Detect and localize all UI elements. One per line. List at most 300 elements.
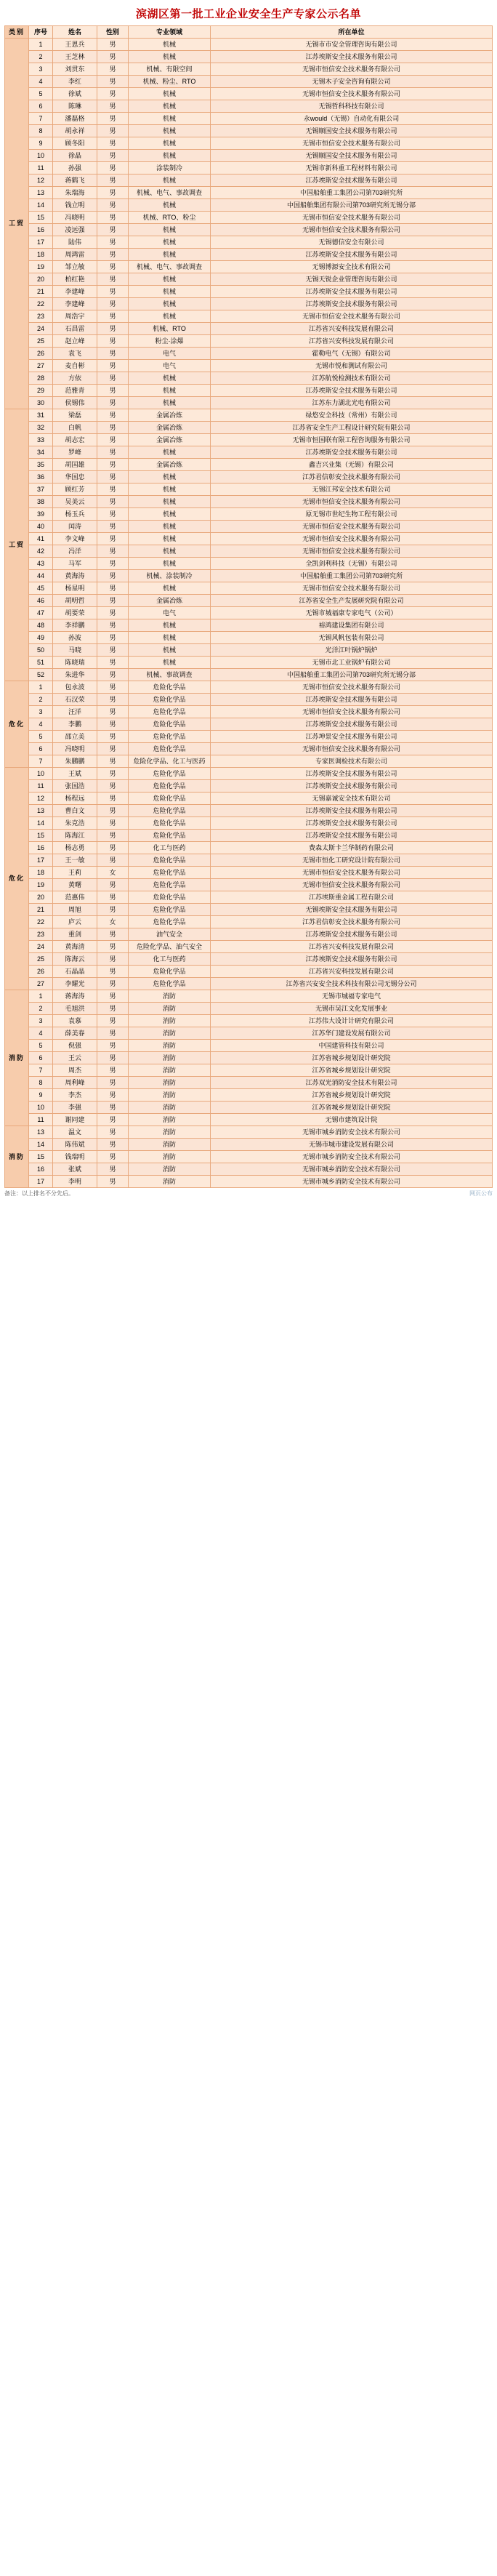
index-cell: 1 (29, 681, 53, 694)
unit-cell: 江苏双光消防安全技术有限公司 (211, 1077, 493, 1089)
table-row (5, 879, 493, 891)
field-cell: 危险化学品 (129, 817, 211, 830)
field-cell: 机械 (129, 483, 211, 496)
name-cell: 徐斌 (53, 88, 97, 100)
field-cell: 机械 (129, 446, 211, 459)
unit-cell: 无锡市城市建设发展有限公司 (211, 1139, 493, 1151)
field-cell: 机械 (129, 100, 211, 113)
index-cell: 1 (29, 39, 53, 51)
table-row (5, 966, 493, 978)
index-cell: 28 (29, 372, 53, 385)
unit-cell: 无锡市城乡消防安全技术有限公司 (211, 1176, 493, 1188)
unit-cell: 江苏埃斯安全技术服务有限公司 (211, 817, 493, 830)
gender-cell: 男 (97, 817, 129, 830)
index-cell: 15 (29, 830, 53, 842)
field-cell: 消防 (129, 1176, 211, 1188)
table-row (5, 619, 493, 632)
expert-list-table (4, 25, 493, 1188)
name-cell: 杨程远 (53, 793, 97, 805)
table-row (5, 249, 493, 261)
index-cell: 19 (29, 879, 53, 891)
name-cell: 蒋鹤飞 (53, 174, 97, 187)
unit-cell: 无锡市恒信安全技术服务有限公司 (211, 137, 493, 150)
table-row (5, 817, 493, 830)
table-row (5, 657, 493, 669)
unit-cell: 无锡埃斯安全技术服务有限公司 (211, 904, 493, 916)
gender-cell: 男 (97, 286, 129, 298)
name-cell: 黄海清 (53, 941, 97, 953)
field-cell: 金属冶炼 (129, 422, 211, 434)
index-cell: 4 (29, 718, 53, 731)
name-cell: 石汉荣 (53, 694, 97, 706)
name-cell: 钱瑞明 (53, 1151, 97, 1163)
field-cell: 机械 (129, 397, 211, 409)
field-cell: 机械 (129, 51, 211, 63)
name-cell: 陈海云 (53, 953, 97, 966)
field-cell: 危险化学品 (129, 830, 211, 842)
index-cell: 43 (29, 558, 53, 570)
field-cell: 机械、RTO (129, 323, 211, 335)
table-row (5, 137, 493, 150)
table-row (5, 434, 493, 446)
gender-cell: 男 (97, 51, 129, 63)
name-cell: 华国忠 (53, 471, 97, 483)
name-cell: 陈琳 (53, 100, 97, 113)
field-cell: 危险化学品、油气安全 (129, 941, 211, 953)
index-cell: 22 (29, 916, 53, 928)
unit-cell: 无锡顺国安全技术服务有限公司 (211, 150, 493, 162)
name-cell: 王斌 (53, 768, 97, 780)
name-cell: 白帆 (53, 422, 97, 434)
field-cell: 机械 (129, 385, 211, 397)
field-cell: 机械 (129, 286, 211, 298)
index-cell: 18 (29, 867, 53, 879)
unit-cell: 无锡市悦和测试有限公司 (211, 360, 493, 372)
gender-cell: 男 (97, 941, 129, 953)
field-cell: 机械、粉尘、RTO (129, 76, 211, 88)
category-cell: 消防 (5, 1126, 29, 1188)
table-row (5, 483, 493, 496)
name-cell: 顾冬阳 (53, 137, 97, 150)
table-row (5, 533, 493, 545)
index-cell: 14 (29, 817, 53, 830)
unit-cell: 江苏省兴安安全技术科技有限公司无锡分公司 (211, 978, 493, 990)
index-cell: 16 (29, 1163, 53, 1176)
unit-cell: 无锡风帆包装有限公司 (211, 632, 493, 644)
gender-cell: 男 (97, 261, 129, 273)
gender-cell: 男 (97, 904, 129, 916)
index-cell: 8 (29, 1077, 53, 1089)
unit-cell: 江苏航悦检测技术有限公司 (211, 372, 493, 385)
field-cell: 危险化学品 (129, 681, 211, 694)
category-cell: 危化 (5, 681, 29, 768)
name-cell: 袁慕 (53, 1015, 97, 1027)
unit-cell: 无锡市恒信安全技术服务有限公司 (211, 706, 493, 718)
name-cell: 徐晶 (53, 150, 97, 162)
field-cell: 消防 (129, 1027, 211, 1040)
field-cell: 机械 (129, 533, 211, 545)
field-cell: 危险化学品 (129, 805, 211, 817)
unit-cell: 霍勒电气（无锡）有限公司 (211, 348, 493, 360)
index-cell: 48 (29, 619, 53, 632)
table-row (5, 372, 493, 385)
name-cell: 马军 (53, 558, 97, 570)
field-cell: 电气 (129, 348, 211, 360)
unit-cell: 无锡市恒信安全技术服务有限公司 (211, 582, 493, 595)
gender-cell: 男 (97, 990, 129, 1003)
index-cell: 16 (29, 842, 53, 854)
unit-cell: 绿悠安全科技（常州）有限公司 (211, 409, 493, 422)
table-row (5, 162, 493, 174)
index-cell: 10 (29, 768, 53, 780)
field-cell: 机械 (129, 125, 211, 137)
unit-cell: 无锡市恒信安全技术服务有限公司 (211, 545, 493, 558)
name-cell: 钱立明 (53, 199, 97, 212)
index-cell: 33 (29, 434, 53, 446)
field-cell: 机械 (129, 113, 211, 125)
field-cell: 危险化学品 (129, 768, 211, 780)
unit-cell: 江苏省城乡规划设计研究院 (211, 1089, 493, 1102)
gender-cell: 男 (97, 1089, 129, 1102)
table-row (5, 323, 493, 335)
index-cell: 18 (29, 249, 53, 261)
field-cell: 危险化学品 (129, 879, 211, 891)
gender-cell: 男 (97, 1064, 129, 1077)
gender-cell: 男 (97, 545, 129, 558)
table-row (5, 100, 493, 113)
unit-cell: 无锡哲科科技有限公司 (211, 100, 493, 113)
unit-cell: 江苏埃斯安全技术服务有限公司 (211, 249, 493, 261)
unit-cell: 江苏埃斯安全技术服务有限公司 (211, 780, 493, 793)
gender-cell: 男 (97, 162, 129, 174)
table-row (5, 496, 493, 508)
index-cell: 52 (29, 669, 53, 681)
unit-cell: 中国船舶集团有限公司第703研究所无锡分部 (211, 199, 493, 212)
name-cell: 李文峰 (53, 533, 97, 545)
name-cell: 范惠伟 (53, 891, 97, 904)
field-cell: 涂装制冷 (129, 162, 211, 174)
field-cell: 机械 (129, 39, 211, 51)
table-row (5, 212, 493, 224)
gender-cell: 男 (97, 595, 129, 607)
index-cell: 14 (29, 199, 53, 212)
field-cell: 危险化学品 (129, 743, 211, 755)
name-cell: 王云 (53, 1052, 97, 1064)
field-cell: 危险化学品 (129, 891, 211, 904)
field-cell: 消防 (129, 1015, 211, 1027)
gender-cell: 男 (97, 298, 129, 310)
field-cell: 消防 (129, 1064, 211, 1077)
table-row (5, 397, 493, 409)
index-cell: 15 (29, 1151, 53, 1163)
table-row (5, 88, 493, 100)
gender-cell: 男 (97, 1139, 129, 1151)
table-row (5, 1163, 493, 1176)
field-cell: 机械 (129, 521, 211, 533)
table-row (5, 1015, 493, 1027)
table-row (5, 261, 493, 273)
field-cell: 危险化学品 (129, 780, 211, 793)
name-cell: 陈海江 (53, 830, 97, 842)
name-cell: 李建峰 (53, 298, 97, 310)
gender-cell: 男 (97, 1163, 129, 1176)
gender-cell: 男 (97, 978, 129, 990)
field-cell: 粉尘·涂爆 (129, 335, 211, 348)
table-row (5, 694, 493, 706)
table-row (5, 125, 493, 137)
gender-cell: 男 (97, 174, 129, 187)
name-cell: 柏红艳 (53, 273, 97, 286)
index-cell: 34 (29, 446, 53, 459)
gender-cell: 男 (97, 125, 129, 137)
unit-cell: 江苏埃斯安全技术服务有限公司 (211, 830, 493, 842)
name-cell: 蒋海涛 (53, 990, 97, 1003)
name-cell: 孙强 (53, 162, 97, 174)
gender-cell: 男 (97, 360, 129, 372)
gender-cell: 男 (97, 533, 129, 545)
gender-cell: 男 (97, 718, 129, 731)
gender-cell: 男 (97, 88, 129, 100)
category-cell: 危化 (5, 768, 29, 990)
index-cell: 10 (29, 1102, 53, 1114)
field-cell: 机械 (129, 632, 211, 644)
table-row (5, 1077, 493, 1089)
gender-cell: 男 (97, 508, 129, 521)
index-cell: 21 (29, 286, 53, 298)
table-row (5, 669, 493, 681)
gender-cell: 男 (97, 1052, 129, 1064)
name-cell: 梁磊 (53, 409, 97, 422)
unit-cell: 中国船舶重工集团公司第703研究所无锡分部 (211, 669, 493, 681)
unit-cell: 无锡博源安全技术有限公司 (211, 261, 493, 273)
name-cell: 曹白文 (53, 805, 97, 817)
gender-cell: 男 (97, 891, 129, 904)
unit-cell: 无锡德信安全有限公司 (211, 236, 493, 249)
gender-cell: 男 (97, 1027, 129, 1040)
index-cell: 27 (29, 978, 53, 990)
index-cell: 4 (29, 76, 53, 88)
field-cell: 危险化学品 (129, 867, 211, 879)
gender-cell: 女 (97, 916, 129, 928)
index-cell: 24 (29, 941, 53, 953)
name-cell: 周旭 (53, 904, 97, 916)
gender-cell: 男 (97, 706, 129, 718)
field-cell: 机械 (129, 137, 211, 150)
name-cell: 潘磊格 (53, 113, 97, 125)
table-row (5, 780, 493, 793)
name-cell: 周杰 (53, 1064, 97, 1077)
table-row (5, 731, 493, 743)
unit-cell: 江苏埃斯安全技术服务有限公司 (211, 298, 493, 310)
table-row (5, 1052, 493, 1064)
field-cell: 消防 (129, 1089, 211, 1102)
field-cell: 危险化学品 (129, 694, 211, 706)
unit-cell: 全凯剑利科技（无锡）有限公司 (211, 558, 493, 570)
field-cell: 消防 (129, 1040, 211, 1052)
name-cell: 罗峰 (53, 446, 97, 459)
table-row (5, 582, 493, 595)
unit-cell: 无锡顺国安全技术服务有限公司 (211, 125, 493, 137)
table-row (5, 409, 493, 422)
unit-cell: 中国船舶重工集团公司第703研究所 (211, 570, 493, 582)
gender-cell: 男 (97, 310, 129, 323)
index-cell: 12 (29, 174, 53, 187)
unit-cell: 无锡市城福康专家电气（公司） (211, 607, 493, 619)
unit-cell: 江苏省兴安科技发展有限公司 (211, 323, 493, 335)
gender-cell: 男 (97, 805, 129, 817)
gender-cell: 男 (97, 422, 129, 434)
field-cell: 机械 (129, 273, 211, 286)
field-cell: 危险化学品、化工与医药 (129, 755, 211, 768)
gender-cell: 男 (97, 743, 129, 755)
field-cell: 金属冶炼 (129, 434, 211, 446)
name-cell: 黄海涛 (53, 570, 97, 582)
unit-cell: 江苏省兴安科技发展有限公司 (211, 941, 493, 953)
index-cell: 46 (29, 595, 53, 607)
index-cell: 36 (29, 471, 53, 483)
field-cell: 消防 (129, 1126, 211, 1139)
unit-cell: 江苏埃斯安全技术服务有限公司 (211, 768, 493, 780)
gender-cell: 男 (97, 397, 129, 409)
gender-cell: 男 (97, 1077, 129, 1089)
table-row (5, 224, 493, 236)
index-cell: 2 (29, 694, 53, 706)
category-cell: 工贸 (5, 39, 29, 409)
unit-cell: 无锡市北工业锅炉有限公司 (211, 657, 493, 669)
table-row (5, 632, 493, 644)
gender-cell: 男 (97, 619, 129, 632)
field-cell: 机械 (129, 508, 211, 521)
field-cell: 机械 (129, 545, 211, 558)
table-row (5, 422, 493, 434)
field-cell: 机械 (129, 496, 211, 508)
index-cell: 12 (29, 793, 53, 805)
index-cell: 11 (29, 780, 53, 793)
index-cell: 45 (29, 582, 53, 595)
gender-cell: 男 (97, 632, 129, 644)
field-cell: 机械 (129, 236, 211, 249)
name-cell: 黄曙 (53, 879, 97, 891)
name-cell: 杨星明 (53, 582, 97, 595)
field-cell: 电气 (129, 360, 211, 372)
gender-cell: 男 (97, 607, 129, 619)
table-row (5, 335, 493, 348)
unit-cell: 无锡市恒信安全技术服务有限公司 (211, 63, 493, 76)
name-cell: 薛美春 (53, 1027, 97, 1040)
gender-cell: 男 (97, 966, 129, 978)
name-cell: 周利峰 (53, 1077, 97, 1089)
unit-cell: 江苏省安全生产工程设计研究院有限公司 (211, 422, 493, 434)
name-cell: 李鹏 (53, 718, 97, 731)
table-row (5, 1027, 493, 1040)
table-row (5, 842, 493, 854)
unit-cell: 裕鸿建设集团有限公司 (211, 619, 493, 632)
unit-cell: 无锡市恒信安全技术服务有限公司 (211, 310, 493, 323)
index-cell: 39 (29, 508, 53, 521)
gender-cell: 男 (97, 657, 129, 669)
index-cell: 47 (29, 607, 53, 619)
gender-cell: 男 (97, 1126, 129, 1139)
name-cell: 李祥鹏 (53, 619, 97, 632)
gender-cell: 男 (97, 768, 129, 780)
table-row (5, 978, 493, 990)
gender-cell: 男 (97, 199, 129, 212)
index-cell: 3 (29, 63, 53, 76)
gender-cell: 男 (97, 335, 129, 348)
table-row (5, 471, 493, 483)
unit-cell: 江苏埃斯安全技术服务有限公司 (211, 286, 493, 298)
table-row (5, 743, 493, 755)
field-cell: 危险化学品 (129, 916, 211, 928)
index-cell: 20 (29, 273, 53, 286)
table-row (5, 508, 493, 521)
name-cell: 庐云 (53, 916, 97, 928)
name-cell: 重剑 (53, 928, 97, 941)
table-row (5, 706, 493, 718)
table-row (5, 805, 493, 817)
gender-cell: 男 (97, 1003, 129, 1015)
table-row (5, 1064, 493, 1077)
name-cell: 杨玉兵 (53, 508, 97, 521)
name-cell: 吴美云 (53, 496, 97, 508)
name-cell: 李建峰 (53, 286, 97, 298)
name-cell: 麦自彬 (53, 360, 97, 372)
index-cell: 6 (29, 1052, 53, 1064)
gender-cell: 男 (97, 323, 129, 335)
index-cell: 7 (29, 1064, 53, 1077)
unit-cell: 无锡木子安全咨询有限公司 (211, 76, 493, 88)
gender-cell: 男 (97, 558, 129, 570)
gender-cell: 男 (97, 570, 129, 582)
table-row (5, 113, 493, 125)
field-cell: 消防 (129, 1139, 211, 1151)
unit-cell: 无锡市恒信安全技术服务有限公司 (211, 681, 493, 694)
gender-cell: 女 (97, 867, 129, 879)
table-row (5, 273, 493, 286)
table-row (5, 76, 493, 88)
name-cell: 王一敏 (53, 854, 97, 867)
field-cell: 机械 (129, 657, 211, 669)
index-cell: 49 (29, 632, 53, 644)
footer (4, 1189, 493, 1205)
gender-cell: 男 (97, 1114, 129, 1126)
gender-cell: 男 (97, 446, 129, 459)
gender-cell: 男 (97, 928, 129, 941)
gender-cell: 男 (97, 385, 129, 397)
table-row (5, 755, 493, 768)
table-header (5, 26, 493, 39)
index-cell: 11 (29, 1114, 53, 1126)
name-cell: 孙波 (53, 632, 97, 644)
gender-cell: 男 (97, 63, 129, 76)
table-row (5, 644, 493, 657)
name-cell: 方依 (53, 372, 97, 385)
gender-cell: 男 (97, 372, 129, 385)
gender-cell: 男 (97, 1015, 129, 1027)
gender-cell: 男 (97, 187, 129, 199)
index-cell: 4 (29, 1027, 53, 1040)
gender-cell: 男 (97, 1151, 129, 1163)
gender-cell: 男 (97, 780, 129, 793)
index-cell: 7 (29, 113, 53, 125)
table-row (5, 928, 493, 941)
name-cell: 凌远强 (53, 224, 97, 236)
gender-cell: 男 (97, 150, 129, 162)
table-row (5, 360, 493, 372)
unit-cell: 无锡市城乡消防安全技术有限公司 (211, 1151, 493, 1163)
gender-cell: 男 (97, 224, 129, 236)
index-cell: 22 (29, 298, 53, 310)
